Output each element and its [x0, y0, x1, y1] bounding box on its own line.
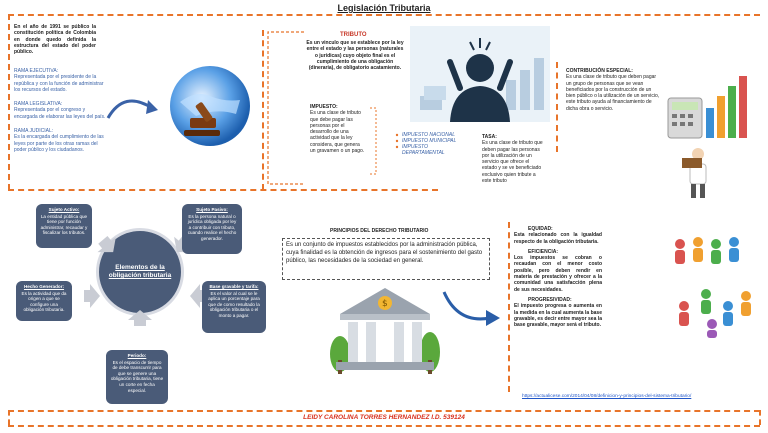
bullets	[394, 132, 402, 158]
separator-3	[508, 222, 510, 392]
hecho-generador-node	[16, 281, 72, 321]
separator-2	[556, 62, 558, 152]
principios-definicion: Es un conjunto de impuestos establecidos por la administración pública, cuya finalidad es la obtención de ingresos para el sostenimiento del gasto público, las necesidades de la sociedad en general.	[286, 242, 483, 264]
tasa-label: TASA:	[482, 134, 497, 140]
tax-stress-icon	[410, 26, 550, 122]
rama-legislativa	[14, 101, 106, 120]
sujeto-pasivo-label: Sujeto Pasivo:	[196, 207, 228, 212]
bottom-border	[8, 410, 760, 412]
middle-divider	[8, 189, 438, 191]
tributo-label: TRIBUTO	[340, 32, 367, 38]
progresividad-block	[514, 297, 602, 328]
rama-ejecutiva-text: Representada por el presidente de la república y con la función de administrar los recursos del estado.	[14, 74, 104, 93]
periodo-label: Periodo:	[127, 353, 147, 358]
footer-border	[8, 425, 760, 427]
impuesto-tipo-departamental: IMPUESTO DEPARTAMENTAL	[402, 144, 445, 156]
rama-legislativa-text: Representada por el congreso y encargada de elaborar las leyes del país.	[14, 107, 106, 120]
contribucion-label: CONTRIBUCIÓN ESPECIAL:	[566, 68, 633, 74]
base-gravable-text: Es el valor al cual se le aplica un porcentaje para que de como resultado la obligación tributaria o el monto a pagar.	[208, 290, 260, 318]
ramas-list	[14, 68, 106, 153]
bank-arrow-icon	[440, 286, 504, 334]
obligacion-tributaria-center: Elementos de la obligación tributaria	[96, 228, 184, 316]
tributo-text: Es un vinculo que se establece por la ley entre el estado y las personas (naturales o jurídicas) cuyo objeto final es el cumplimiento de una obligación (dineraria), de obligatorio acatamiento.	[306, 40, 404, 72]
rama-ejecutiva	[14, 68, 106, 93]
rama-judicial-text: Es la encargada del cumplimiento de las leyes por parte de los otras ramas del poder público y los ciudadanos.	[14, 134, 104, 153]
rama-judicial-label: RAMA JUDICIAL:	[14, 128, 54, 135]
principios-label: PRINCIPIOS DEL DERECHO TRIBUTARIO	[330, 228, 429, 234]
base-gravable-label: Base gravable y tarifa:	[209, 284, 259, 289]
tributo-bracket	[262, 28, 308, 190]
tasa-block	[482, 134, 544, 184]
globe-gavel-icon	[166, 62, 254, 150]
impuesto-label: IMPUESTO:	[310, 104, 338, 110]
contribucion-text: Es una clase de tributo que deben pagar un grupo de personas que se vean beneficiados por la construcción de un bien público o la utilización de un servicio, este tributo ayuda al financiamiento de dicha obra o servicio.	[566, 74, 660, 112]
impuesto-tipo-nacional: IMPUESTO NACIONAL	[402, 132, 455, 138]
bank-icon	[326, 284, 444, 378]
hecho-generador-text: Es la actividad que da origen a que se configure una obligación tributaria.	[21, 290, 67, 313]
sujeto-activo-node	[36, 204, 92, 248]
eficiencia-label: EFICIENCIA:	[528, 248, 558, 255]
sujeto-activo-label: Sujeto Activo:	[48, 207, 80, 212]
progresividad-text: El impuesto progresa o aumenta en la medida en la cual aumenta la base gravable, es decir entre mayor sea la base gravable, mayor será el tributo.	[514, 303, 602, 329]
sujeto-pasivo-node	[182, 204, 242, 254]
rama-ejecutiva-label: RAMA EJECUTIVA:	[14, 68, 59, 74]
base-gravable-node	[202, 281, 266, 333]
sujeto-pasivo-text: Es la persona natural o jurídica obligada por ley a contribuir con tributo, cuando realice el hecho generador.	[187, 213, 237, 241]
periodo-node	[106, 350, 168, 404]
impuesto-text: Es una clase de tributo que debe pagar las personas por el desarrollo de una actividad que la ley considera, que genera un gravamen o un pago.	[310, 110, 365, 155]
source-link[interactable]: https://actualicese.com/2014/04/08/definicion-y-principios-del-sistema-tributario/	[522, 394, 692, 399]
curved-arrow-icon	[104, 88, 160, 128]
principios-list	[514, 226, 602, 328]
periodo-text: Es el espacio de tiempo de debe transcurrir para que se genere una obligación tributaria, tiene un corte en fecha especial.	[110, 359, 164, 393]
tasa-text: Es una clase de tributo que deben pagar las personas por la utilización de un servicio que ofrece el estado y se ve beneficiado exclusivo quien tribute a este tributo	[482, 140, 543, 185]
top-border	[8, 14, 760, 16]
calculator-chart-icon	[662, 68, 758, 144]
constitucion-text: En el año de 1991 se público la constitución política de Colombia en donde quedo definida la estructura del estado del poder público.	[14, 24, 96, 56]
left-border	[8, 14, 10, 190]
equidad-label: EQUIDAD:	[528, 226, 553, 232]
hecho-generador-label: Hecho Generador:	[23, 284, 65, 289]
person-carrying-icon	[676, 144, 720, 200]
people-network-icon	[672, 284, 756, 340]
eficiencia-block	[514, 249, 602, 293]
eficiencia-text: Los impuestos se cobran o recaudan con el menor costo posible, pero deben rendir en materia de prestación y ofrecer a la comunidad una satisfacción plena de sus necesidades.	[514, 255, 602, 293]
author-footer: LEIDY CAROLINA TORRES HERNANDEZ I.D. 539124	[303, 414, 465, 421]
equidad-block	[514, 226, 602, 245]
contribucion-block	[566, 68, 662, 112]
impuesto-bracket	[368, 106, 380, 178]
equidad-text: Esta relacionado con la igualdad respecto de la obligación tributaria.	[514, 232, 602, 245]
rama-legislativa-label: RAMA LEGISLATIVA:	[14, 101, 63, 108]
impuesto-block	[310, 104, 366, 154]
progresividad-label: PROGRESIVIDAD:	[528, 296, 572, 303]
impuesto-tipo-municipal: IMPUESTO MUNICIPAL	[402, 138, 457, 144]
people-group-icon	[668, 232, 746, 282]
dollar-glyph: $	[382, 299, 388, 309]
rama-judicial	[14, 128, 106, 153]
sujeto-activo-text: La entidad pública que tiene por función administrar, recaudar y fiscalizar los tributos.	[40, 213, 88, 236]
page-title: Legislación Tributaria	[337, 3, 431, 13]
impuesto-tipos	[402, 132, 462, 156]
